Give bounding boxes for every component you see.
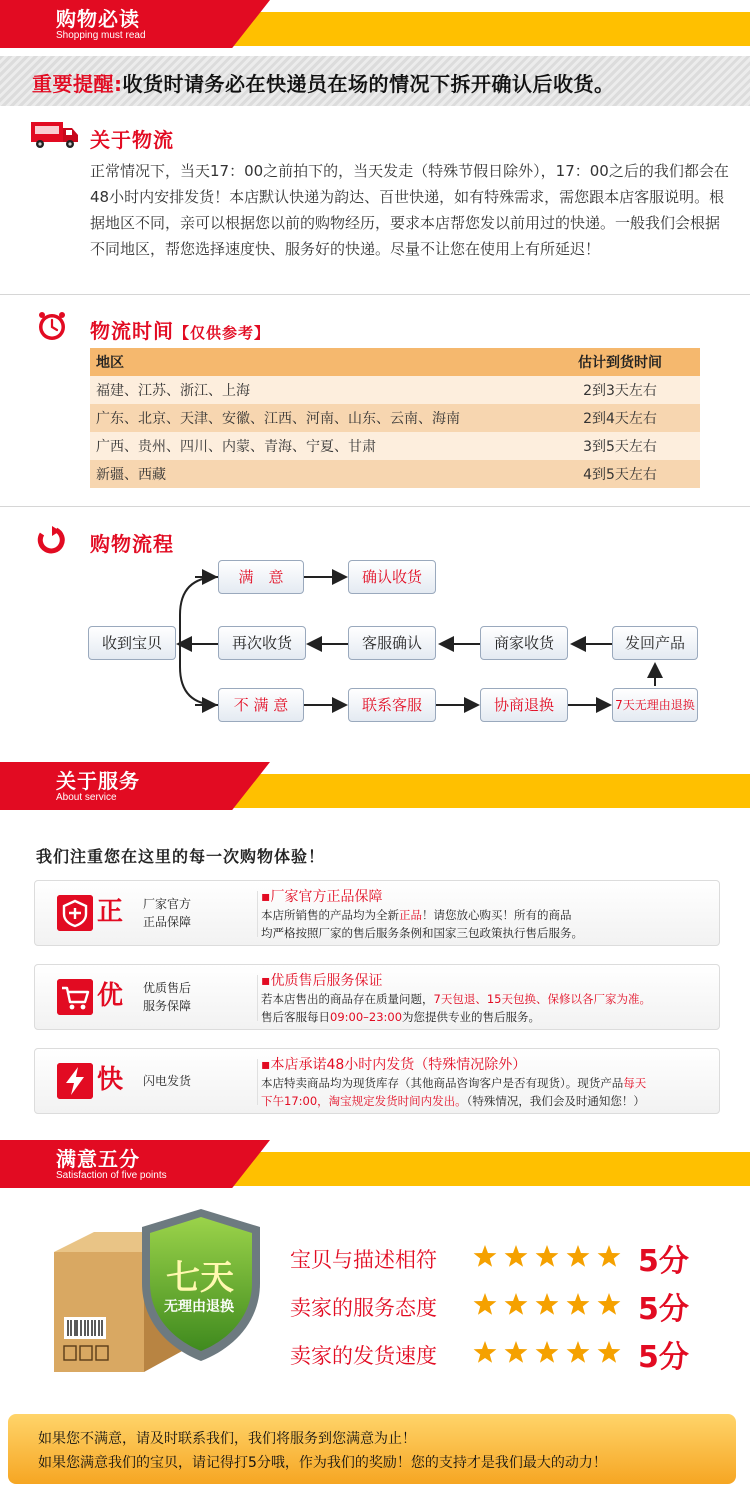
step-confirm: 确认收货 bbox=[348, 560, 436, 594]
banner-title: 满意五分 bbox=[56, 1147, 140, 1171]
step-unsatisfied: 不 满 意 bbox=[218, 688, 304, 722]
service-heading: ▪厂家官方正品保障 bbox=[261, 889, 383, 905]
step-cs-confirm: 客服确认 bbox=[348, 626, 436, 660]
star-icon bbox=[567, 1245, 590, 1267]
star-icon bbox=[505, 1341, 528, 1363]
star-icon bbox=[474, 1341, 497, 1363]
star-icon bbox=[474, 1293, 497, 1315]
banner-title: 购物必读 bbox=[56, 7, 140, 31]
rating-label: 卖家的发货速度 bbox=[290, 1344, 437, 1368]
banner-service bbox=[0, 762, 750, 810]
delivery-time-title: 物流时间【仅供参考】 bbox=[90, 319, 271, 343]
service-char: 优 bbox=[97, 981, 124, 1011]
star-icon bbox=[505, 1293, 528, 1315]
divider bbox=[257, 891, 258, 937]
alarm-clock-icon bbox=[36, 310, 68, 342]
step-seven-day-return: 7天无理由退换 bbox=[612, 688, 698, 722]
star-icon bbox=[598, 1293, 621, 1315]
step-negotiate: 协商退换 bbox=[480, 688, 568, 722]
service-desc: 本店所销售的产品均为全新正品！请您放心购买！所有的商品 均严格按照厂家的售后服务条例和国家三包政策执行售后服务。 bbox=[261, 908, 583, 940]
service-heading: ▪本店承诺48小时内发货（特殊情况除外） bbox=[261, 1057, 527, 1073]
service-char: 快 bbox=[97, 1065, 124, 1095]
star-icon bbox=[598, 1245, 621, 1267]
divider bbox=[0, 294, 750, 295]
shield-box-icon bbox=[57, 895, 93, 931]
star-icon bbox=[536, 1293, 559, 1315]
delivery-time-note: 【仅供参考】 bbox=[174, 324, 271, 342]
truck-icon bbox=[30, 118, 80, 150]
process-flowchart bbox=[0, 555, 750, 735]
star-icon bbox=[474, 1245, 497, 1267]
star-icon bbox=[567, 1293, 590, 1315]
step-satisfied: 满 意 bbox=[218, 560, 304, 594]
service-desc: 本店特卖商品均为现货库存（其他商品咨询客户是否有现货）。现货产品每天 下午17:00，淘宝规定发货时间内发出。（特殊情况，我们会及时通知您！） bbox=[261, 1076, 647, 1108]
rating-label: 卖家的服务态度 bbox=[290, 1296, 437, 1320]
notice-text: 收货时请务必在快递员在场的情况下拆开确认后收货。 bbox=[122, 72, 615, 96]
banner-shopping bbox=[0, 0, 750, 48]
banner-subtitle: About service bbox=[56, 792, 117, 803]
star-icon bbox=[567, 1341, 590, 1363]
badge-big-text: 七天 bbox=[166, 1258, 234, 1298]
step-contact-cs: 联系客服 bbox=[348, 688, 436, 722]
important-notice bbox=[0, 56, 750, 106]
banner-subtitle: Shopping must read bbox=[56, 30, 146, 41]
process-title: 购物流程 bbox=[90, 532, 174, 556]
step-return-product: 发回产品 bbox=[612, 626, 698, 660]
table-row: 福建、江苏、浙江、上海 2到3天左右 bbox=[90, 376, 700, 404]
cart-icon bbox=[57, 979, 93, 1015]
delivery-time-table bbox=[90, 348, 700, 488]
star-rating-icon bbox=[472, 1292, 622, 1318]
service-char: 正 bbox=[97, 897, 124, 927]
bottom-line: 如果您满意我们的宝贝，请记得打5分哦，作为我们的奖励！您的支持才是我们最大的动力！ bbox=[38, 1455, 607, 1471]
divider bbox=[257, 1059, 258, 1105]
service-desc: 若本店售出的商品存在质量问题，7天包退、15天包换、保修以各厂家为准。 售后客服每日09:00–23:00为您提供专业的售后服务。 bbox=[261, 992, 651, 1024]
header-region: 地区 bbox=[96, 355, 124, 371]
service-item-aftersale: 优 优质售后 服务保障 ▪优质售后服务保证 若本店售出的商品存在质量问题，7天包退、15天包换、保修以各厂家为准。 售后客服每日09:00–23:00为您提供专业的售后服务。 bbox=[34, 964, 720, 1030]
service-item-fast-delivery: 快 闪电发货 ▪本店承诺48小时内发货（特殊情况除外） 本店特卖商品均为现货库存（其他商品咨询客户是否有现货）。现货产品每天 下午17:00，淘宝规定发货时间内发出。（特殊情况，我们会及时通知您！） bbox=[34, 1048, 720, 1114]
rating-score: 5分 bbox=[638, 1244, 689, 1279]
step-merchant-receive: 商家收货 bbox=[480, 626, 568, 660]
table-row: 广东、北京、天津、安徽、江西、河南、山东、云南、海南 2到4天左右 bbox=[90, 404, 700, 432]
star-icon bbox=[598, 1341, 621, 1363]
header-eta: 估计到货时间 bbox=[578, 355, 662, 371]
rating-label: 宝贝与描述相符 bbox=[290, 1248, 437, 1272]
star-icon bbox=[505, 1245, 528, 1267]
table-row: 新疆、西藏 4到5天左右 bbox=[90, 460, 700, 488]
lightning-icon bbox=[57, 1063, 93, 1099]
star-rating-icon bbox=[472, 1340, 622, 1366]
rating-score: 5分 bbox=[638, 1292, 689, 1327]
logistics-title: 关于物流 bbox=[90, 128, 174, 152]
banner-title: 关于服务 bbox=[56, 769, 140, 793]
bottom-line: 如果您不满意，请及时联系我们，我们将服务到您满意为止！ bbox=[38, 1431, 416, 1447]
notice-highlight: 重要提醒: bbox=[32, 72, 123, 96]
table-row: 广西、贵州、四川、内蒙、青海、宁夏、甘肃 3到5天左右 bbox=[90, 432, 700, 460]
table-header bbox=[90, 348, 700, 376]
star-icon bbox=[536, 1245, 559, 1267]
service-heading: ▪优质售后服务保证 bbox=[261, 973, 383, 989]
rating-score: 5分 bbox=[638, 1340, 689, 1375]
banner-subtitle: Satisfaction of five points bbox=[56, 1170, 167, 1181]
star-icon bbox=[536, 1341, 559, 1363]
logistics-paragraph: 正常情况下，当天17：00之前拍下的，当天发走（特殊节假日除外），17：00之后的我们都会在48小时内安排发货！本店默认快递为韵达、百世快递，如有特殊需求，需您跟本店客服说明。根据地区不同，亲可以根据您以前的购物经历，要求本店帮您发以前用过的快递。一般我们会根据不同地区，帮您选择速度快、服务好的快递。尽量不让您在使用上有所延迟！ bbox=[90, 162, 729, 258]
step-re-receive: 再次收货 bbox=[218, 626, 306, 660]
divider bbox=[0, 506, 750, 507]
divider bbox=[257, 975, 258, 1021]
badge-small-text: 无理由退换 bbox=[164, 1299, 234, 1315]
service-intro: 我们注重您在这里的每一次购物体验！ bbox=[36, 847, 326, 866]
bottom-message bbox=[8, 1414, 736, 1484]
service-item-genuine: 正 厂家官方 正品保障 ▪厂家官方正品保障 本店所销售的产品均为全新正品！请您放心购买！所有的商品 均严格按照厂家的售后服务条例和国家三包政策执行售后服务。 bbox=[34, 880, 720, 946]
refresh-arrow-icon bbox=[36, 526, 68, 554]
step-receive: 收到宝贝 bbox=[88, 626, 176, 660]
banner-satisfaction bbox=[0, 1140, 750, 1188]
star-rating-icon bbox=[472, 1244, 622, 1270]
